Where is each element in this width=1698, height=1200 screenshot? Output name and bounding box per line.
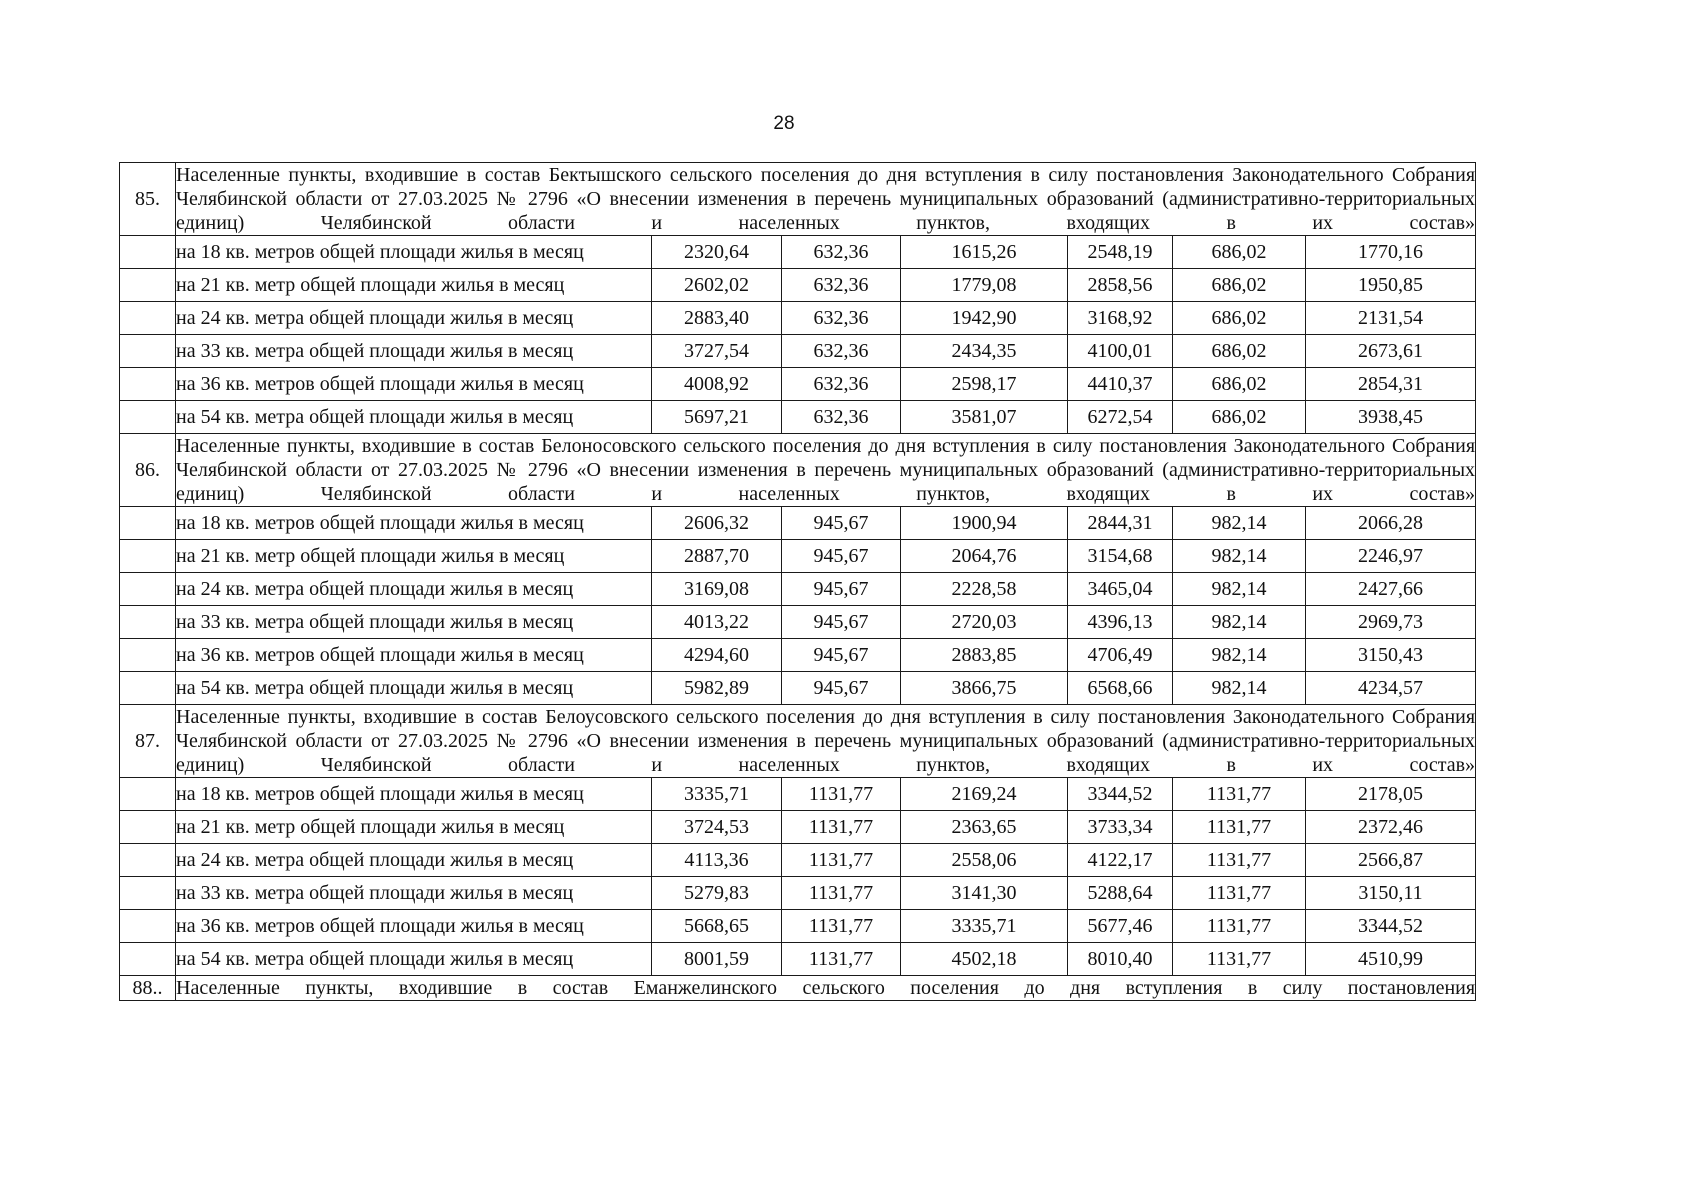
row-label: на 21 кв. метр общей площади жилья в месяц xyxy=(176,540,652,573)
empty-number-cell xyxy=(120,672,176,705)
row-label: на 54 кв. метра общей площади жилья в месяц xyxy=(176,401,652,434)
value-cell: 632,36 xyxy=(782,335,901,368)
section-description: Населенные пункты, входившие в состав Бектышского сельского поселения до дня вступления в силу постановления Законодательного Собрания Челябинской области от 27.03.2025 № 2796 «О внесении изменения в перечень муниципальных образований (административно-территориальных единиц) Челябинской области и населенных пунктов, входящих в их состав» xyxy=(176,164,1476,234)
value-cell: 2372,46 xyxy=(1306,811,1476,844)
empty-number-cell xyxy=(120,639,176,672)
value-cell: 3344,52 xyxy=(1306,910,1476,943)
table-row xyxy=(120,672,1476,705)
section-header-row xyxy=(120,976,1476,1001)
value-cell: 3335,71 xyxy=(652,778,782,811)
section-number: 86. xyxy=(120,434,176,507)
value-cell: 2246,97 xyxy=(1306,540,1476,573)
value-cell: 1950,85 xyxy=(1306,269,1476,302)
row-label: на 54 кв. метра общей площади жилья в месяц xyxy=(176,672,652,705)
empty-number-cell xyxy=(120,302,176,335)
value-cell: 1131,77 xyxy=(782,877,901,910)
value-cell: 3169,08 xyxy=(652,573,782,606)
value-cell: 2434,35 xyxy=(901,335,1068,368)
table-row xyxy=(120,540,1476,573)
value-cell: 1131,77 xyxy=(1173,877,1306,910)
value-cell: 3727,54 xyxy=(652,335,782,368)
value-cell: 1131,77 xyxy=(782,910,901,943)
value-cell: 2673,61 xyxy=(1306,335,1476,368)
section-description: Населенные пункты, входившие в состав Еманжелинского сельского поселения до дня вступления в силу постановления xyxy=(176,977,1476,999)
empty-number-cell xyxy=(120,778,176,811)
value-cell: 1615,26 xyxy=(901,236,1068,269)
value-cell: 3141,30 xyxy=(901,877,1068,910)
value-cell: 632,36 xyxy=(782,302,901,335)
row-label: на 33 кв. метра общей площади жилья в месяц xyxy=(176,335,652,368)
value-cell: 945,67 xyxy=(782,639,901,672)
value-cell: 5677,46 xyxy=(1068,910,1173,943)
value-cell: 3150,43 xyxy=(1306,639,1476,672)
table-row xyxy=(120,507,1476,540)
value-cell: 982,14 xyxy=(1173,573,1306,606)
section-description: Населенные пункты, входившие в состав Белоусовского сельского поселения до дня вступления в силу постановления Законодательного Собрания Челябинской области от 27.03.2025 № 2796 «О внесении изменения в перечень муниципальных образований (административно-территориальных единиц) Челябинской области и населенных пунктов, входящих в их состав» xyxy=(176,706,1476,776)
value-cell: 4122,17 xyxy=(1068,844,1173,877)
row-label: на 54 кв. метра общей площади жилья в месяц xyxy=(176,943,652,976)
value-cell: 1131,77 xyxy=(782,811,901,844)
row-label: на 18 кв. метров общей площади жилья в месяц xyxy=(176,236,652,269)
row-label: на 24 кв. метра общей площади жилья в месяц xyxy=(176,844,652,877)
row-label: на 36 кв. метров общей площади жилья в месяц xyxy=(176,910,652,943)
value-cell: 1942,90 xyxy=(901,302,1068,335)
table-row xyxy=(120,606,1476,639)
value-cell: 982,14 xyxy=(1173,507,1306,540)
row-label: на 33 кв. метра общей площади жилья в месяц xyxy=(176,877,652,910)
value-cell: 982,14 xyxy=(1173,639,1306,672)
value-cell: 1770,16 xyxy=(1306,236,1476,269)
section-description: Населенные пункты, входившие в состав Белоносовского сельского поселения до дня вступления в силу постановления Законодательного Собрания Челябинской области от 27.03.2025 № 2796 «О внесении изменения в перечень муниципальных образований (административно-территориальных единиц) Челябинской области и населенных пунктов, входящих в их состав» xyxy=(176,435,1476,505)
value-cell: 2969,73 xyxy=(1306,606,1476,639)
value-cell: 1131,77 xyxy=(1173,811,1306,844)
value-cell: 2066,28 xyxy=(1306,507,1476,540)
table-row xyxy=(120,401,1476,434)
value-cell: 2064,76 xyxy=(901,540,1068,573)
value-cell: 945,67 xyxy=(782,507,901,540)
table-row xyxy=(120,811,1476,844)
value-cell: 2228,58 xyxy=(901,573,1068,606)
value-cell: 1131,77 xyxy=(1173,910,1306,943)
value-cell: 5697,21 xyxy=(652,401,782,434)
value-cell: 686,02 xyxy=(1173,401,1306,434)
value-cell: 8010,40 xyxy=(1068,943,1173,976)
value-cell: 6272,54 xyxy=(1068,401,1173,434)
value-cell: 2363,65 xyxy=(901,811,1068,844)
value-cell: 3344,52 xyxy=(1068,778,1173,811)
table-row xyxy=(120,639,1476,672)
empty-number-cell xyxy=(120,844,176,877)
empty-number-cell xyxy=(120,401,176,434)
table-row xyxy=(120,778,1476,811)
row-label: на 33 кв. метра общей площади жилья в месяц xyxy=(176,606,652,639)
value-cell: 686,02 xyxy=(1173,335,1306,368)
empty-number-cell xyxy=(120,269,176,302)
value-cell: 1131,77 xyxy=(782,844,901,877)
row-label: на 36 кв. метров общей площади жилья в месяц xyxy=(176,368,652,401)
empty-number-cell xyxy=(120,507,176,540)
table-row xyxy=(120,236,1476,269)
section-header-row xyxy=(120,163,1476,236)
section-header-row xyxy=(120,705,1476,778)
value-cell: 2427,66 xyxy=(1306,573,1476,606)
value-cell: 982,14 xyxy=(1173,606,1306,639)
value-cell: 686,02 xyxy=(1173,368,1306,401)
value-cell: 2178,05 xyxy=(1306,778,1476,811)
value-cell: 3733,34 xyxy=(1068,811,1173,844)
value-cell: 3465,04 xyxy=(1068,573,1173,606)
value-cell: 945,67 xyxy=(782,573,901,606)
value-cell: 945,67 xyxy=(782,672,901,705)
empty-number-cell xyxy=(120,573,176,606)
value-cell: 4013,22 xyxy=(652,606,782,639)
value-cell: 4510,99 xyxy=(1306,943,1476,976)
row-label: на 21 кв. метр общей площади жилья в месяц xyxy=(176,269,652,302)
value-cell: 4100,01 xyxy=(1068,335,1173,368)
value-cell: 982,14 xyxy=(1173,672,1306,705)
value-cell: 2558,06 xyxy=(901,844,1068,877)
value-cell: 2602,02 xyxy=(652,269,782,302)
value-cell: 3168,92 xyxy=(1068,302,1173,335)
value-cell: 5279,83 xyxy=(652,877,782,910)
value-cell: 5668,65 xyxy=(652,910,782,943)
row-label: на 18 кв. метров общей площади жилья в месяц xyxy=(176,507,652,540)
empty-number-cell xyxy=(120,910,176,943)
value-cell: 2566,87 xyxy=(1306,844,1476,877)
value-cell: 3724,53 xyxy=(652,811,782,844)
value-cell: 2169,24 xyxy=(901,778,1068,811)
table-row xyxy=(120,844,1476,877)
value-cell: 632,36 xyxy=(782,236,901,269)
value-cell: 1131,77 xyxy=(782,943,901,976)
value-cell: 1131,77 xyxy=(1173,778,1306,811)
value-cell: 1900,94 xyxy=(901,507,1068,540)
section-number: 87. xyxy=(120,705,176,778)
value-cell: 632,36 xyxy=(782,401,901,434)
value-cell: 982,14 xyxy=(1173,540,1306,573)
value-cell: 2854,31 xyxy=(1306,368,1476,401)
empty-number-cell xyxy=(120,236,176,269)
value-cell: 2606,32 xyxy=(652,507,782,540)
value-cell: 3154,68 xyxy=(1068,540,1173,573)
value-cell: 3866,75 xyxy=(901,672,1068,705)
empty-number-cell xyxy=(120,368,176,401)
table-row xyxy=(120,302,1476,335)
value-cell: 4396,13 xyxy=(1068,606,1173,639)
value-cell: 2887,70 xyxy=(652,540,782,573)
row-label: на 21 кв. метр общей площади жилья в месяц xyxy=(176,811,652,844)
section-header-row xyxy=(120,434,1476,507)
value-cell: 3335,71 xyxy=(901,910,1068,943)
row-label: на 24 кв. метра общей площади жилья в месяц xyxy=(176,302,652,335)
value-cell: 945,67 xyxy=(782,606,901,639)
table-row xyxy=(120,335,1476,368)
row-label: на 18 кв. метров общей площади жилья в месяц xyxy=(176,778,652,811)
table-row xyxy=(120,368,1476,401)
value-cell: 1131,77 xyxy=(1173,943,1306,976)
value-cell: 632,36 xyxy=(782,269,901,302)
value-cell: 3581,07 xyxy=(901,401,1068,434)
value-cell: 2844,31 xyxy=(1068,507,1173,540)
value-cell: 4234,57 xyxy=(1306,672,1476,705)
table-row xyxy=(120,269,1476,302)
section-number: 85. xyxy=(120,163,176,236)
value-cell: 4410,37 xyxy=(1068,368,1173,401)
empty-number-cell xyxy=(120,335,176,368)
row-label: на 36 кв. метров общей площади жилья в месяц xyxy=(176,639,652,672)
value-cell: 945,67 xyxy=(782,540,901,573)
value-cell: 2883,40 xyxy=(652,302,782,335)
empty-number-cell xyxy=(120,606,176,639)
row-label: на 24 кв. метра общей площади жилья в месяц xyxy=(176,573,652,606)
empty-number-cell xyxy=(120,877,176,910)
value-cell: 4008,92 xyxy=(652,368,782,401)
value-cell: 2883,85 xyxy=(901,639,1068,672)
value-cell: 4706,49 xyxy=(1068,639,1173,672)
table-row xyxy=(120,943,1476,976)
table-row xyxy=(120,877,1476,910)
table-row xyxy=(120,573,1476,606)
value-cell: 4113,36 xyxy=(652,844,782,877)
value-cell: 2131,54 xyxy=(1306,302,1476,335)
value-cell: 632,36 xyxy=(782,368,901,401)
value-cell: 686,02 xyxy=(1173,236,1306,269)
section-number: 88.. xyxy=(120,976,176,1001)
value-cell: 3150,11 xyxy=(1306,877,1476,910)
value-cell: 5982,89 xyxy=(652,672,782,705)
value-cell: 2548,19 xyxy=(1068,236,1173,269)
value-cell: 8001,59 xyxy=(652,943,782,976)
table-row xyxy=(120,910,1476,943)
empty-number-cell xyxy=(120,540,176,573)
page-number: 28 xyxy=(773,113,795,134)
value-cell: 3938,45 xyxy=(1306,401,1476,434)
value-cell: 1779,08 xyxy=(901,269,1068,302)
tariff-table xyxy=(119,162,1476,1001)
value-cell: 6568,66 xyxy=(1068,672,1173,705)
value-cell: 686,02 xyxy=(1173,269,1306,302)
value-cell: 2858,56 xyxy=(1068,269,1173,302)
value-cell: 4294,60 xyxy=(652,639,782,672)
value-cell: 1131,77 xyxy=(782,778,901,811)
value-cell: 4502,18 xyxy=(901,943,1068,976)
value-cell: 1131,77 xyxy=(1173,844,1306,877)
value-cell: 2320,64 xyxy=(652,236,782,269)
value-cell: 2598,17 xyxy=(901,368,1068,401)
empty-number-cell xyxy=(120,943,176,976)
value-cell: 5288,64 xyxy=(1068,877,1173,910)
value-cell: 2720,03 xyxy=(901,606,1068,639)
empty-number-cell xyxy=(120,811,176,844)
value-cell: 686,02 xyxy=(1173,302,1306,335)
